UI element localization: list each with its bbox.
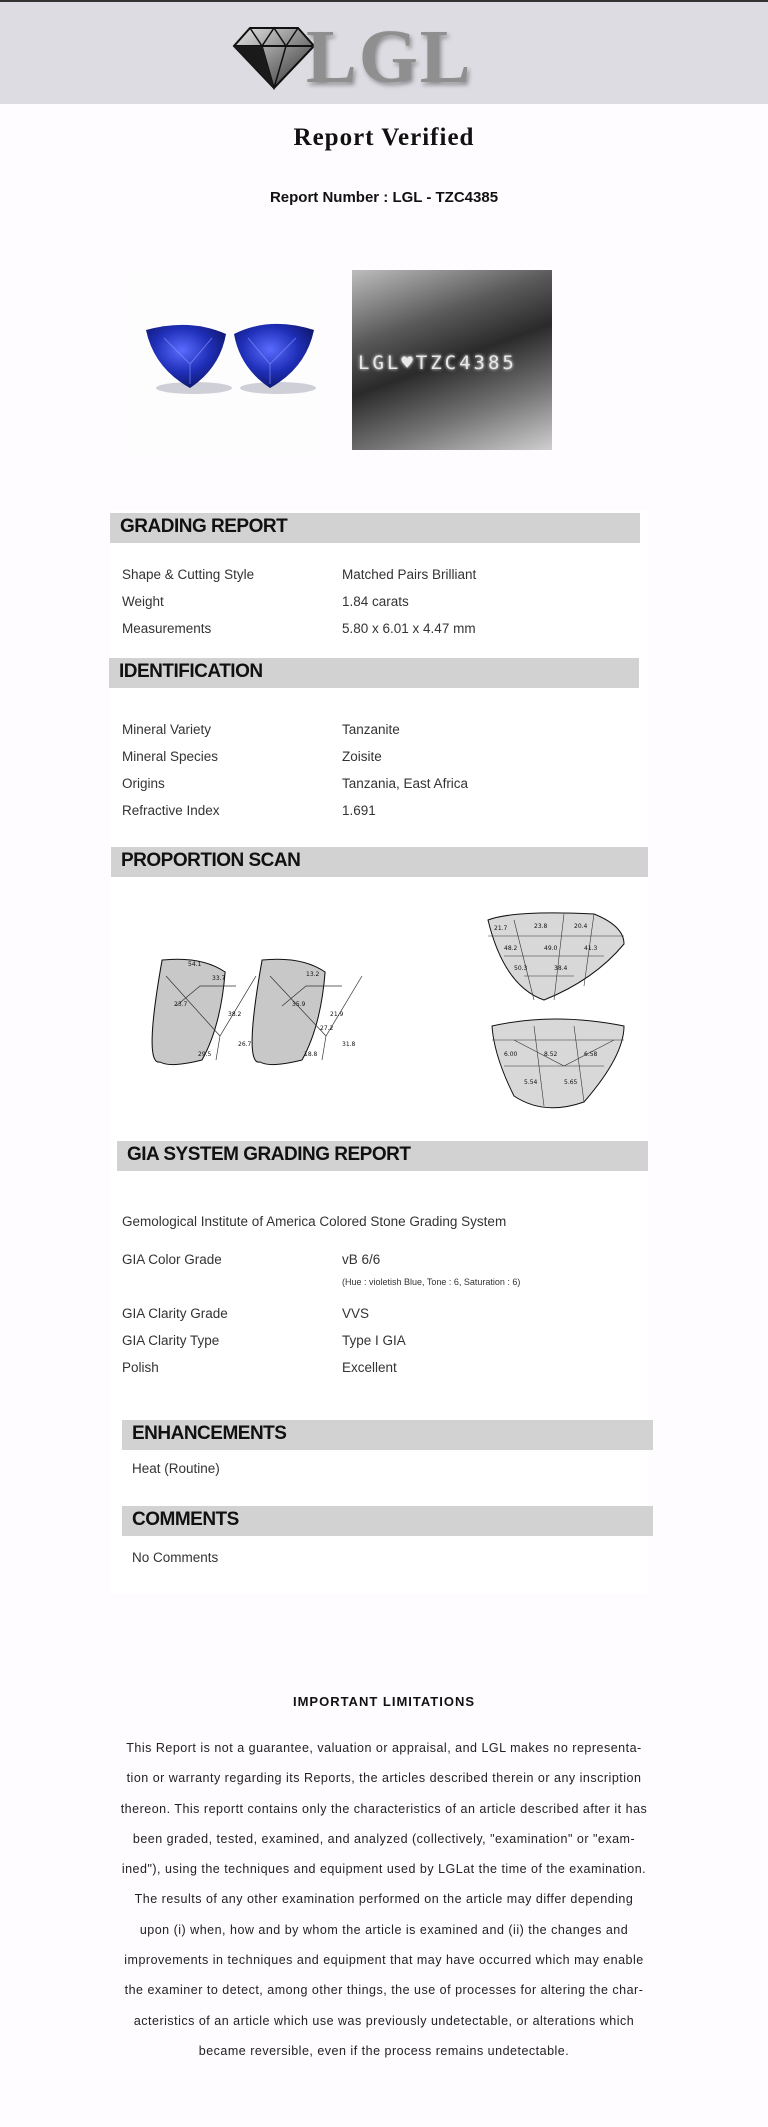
weight-value: 1.84 carats: [342, 594, 409, 609]
measurements-value: 5.80 x 6.01 x 4.47 mm: [342, 621, 476, 636]
gia-report-header: [117, 1141, 648, 1171]
lgl-logo[interactable]: [232, 14, 492, 98]
gia-clarity-grade-label: GIA Clarity Grade: [122, 1306, 228, 1321]
gia-report-heading: GIA SYSTEM GRADING REPORT: [127, 1144, 411, 1165]
svg-text:5.54: 5.54: [524, 1079, 538, 1086]
comments-heading: COMMENTS: [132, 1509, 239, 1530]
weight-label: Weight: [122, 594, 164, 609]
measurements-label: Measurements: [122, 621, 212, 636]
svg-text:18.8: 18.8: [304, 1051, 318, 1058]
svg-text:8.52: 8.52: [544, 1051, 558, 1058]
svg-text:48.2: 48.2: [504, 945, 518, 952]
enhancements-header: [122, 1420, 653, 1450]
svg-text:27.2: 27.2: [320, 1025, 334, 1032]
grading-report-header: [110, 513, 640, 543]
gia-clarity-type-label: GIA Clarity Type: [122, 1333, 220, 1348]
page-title: Report Verified: [293, 124, 475, 151]
svg-text:5.65: 5.65: [564, 1079, 578, 1086]
svg-text:23.8: 23.8: [534, 923, 548, 930]
comments-header: [122, 1506, 653, 1536]
proportion-top-view-diagram: [116, 906, 450, 1120]
identification-header: [109, 658, 639, 688]
enhancements-heading: ENHANCEMENTS: [132, 1423, 287, 1444]
proportion-scan-heading: PROPORTION SCAN: [121, 850, 301, 871]
svg-text:29.5: 29.5: [198, 1051, 212, 1058]
svg-text:31.8: 31.8: [342, 1041, 356, 1048]
laser-inscription-photo: [352, 270, 552, 450]
svg-text:13.2: 13.2: [306, 971, 320, 978]
svg-text:6.58: 6.58: [584, 1051, 598, 1058]
svg-text:50.3: 50.3: [514, 965, 528, 972]
polish-value: Excellent: [342, 1360, 397, 1375]
limitations-heading: IMPORTANT LIMITATIONS: [292, 1694, 476, 1709]
svg-text:6.00: 6.00: [504, 1051, 518, 1058]
proportion-scan-header: [111, 847, 648, 877]
inscription-text: LGL♥TZC4385: [358, 352, 517, 374]
svg-text:21.9: 21.9: [330, 1011, 344, 1018]
svg-text:26.7: 26.7: [238, 1041, 252, 1048]
svg-text:33.7: 33.7: [212, 975, 226, 982]
gia-subtitle: Gemological Institute of America Colored Stone Grading System: [122, 1214, 507, 1229]
gia-color-grade-label: GIA Color Grade: [122, 1252, 222, 1267]
diamond-icon: [232, 22, 316, 90]
svg-text:38.2: 38.2: [228, 1011, 242, 1018]
origins-label: Origins: [122, 776, 165, 791]
shape-label: Shape & Cutting Style: [122, 567, 255, 582]
svg-text:23.7: 23.7: [174, 1001, 188, 1008]
enhancements-text: Heat (Routine): [132, 1461, 220, 1476]
svg-text:21.7: 21.7: [494, 925, 508, 932]
header-banner: [0, 0, 768, 104]
gemstone-photo: [134, 268, 326, 460]
gia-clarity-grade-value: VVS: [342, 1306, 370, 1321]
svg-text:20.4: 20.4: [574, 923, 588, 930]
svg-text:54.1: 54.1: [188, 961, 202, 968]
mineral-species-label: Mineral Species: [122, 749, 219, 764]
gia-clarity-type-value: Type I GIA: [342, 1333, 406, 1348]
svg-text:49.0: 49.0: [544, 945, 558, 952]
proportion-side-view-diagram: [474, 906, 648, 1120]
gia-color-grade-value: vB 6/6: [342, 1252, 381, 1267]
svg-text:35.9: 35.9: [292, 1001, 306, 1008]
mineral-variety-label: Mineral Variety: [122, 722, 212, 737]
svg-text:41.3: 41.3: [584, 945, 598, 952]
logo-text: LGL: [306, 15, 473, 99]
origins-value: Tanzania, East Africa: [342, 776, 469, 791]
mineral-species-value: Zoisite: [342, 749, 382, 764]
comments-text: No Comments: [132, 1550, 219, 1565]
mineral-variety-value: Tanzanite: [342, 722, 400, 737]
limitations-text: This Report is not a guarantee, valuation or appraisal, and LGL makes no representa-tion or warranty regarding its Reports, the articles described therein or any inscription thereon. This reportt contains only the characteristics of an article described after it has been graded, tested, examined, and analyzed (collectively, "examination" or "exam-ined"), using the techniques and equipment used by LGLat the time of the examination. The results of any other examination performed on the article may differ depending upon (i) when, how and by whom the article is examined and (ii) the changes and improvements in techniques and equipment that may have occurred which may enable the examiner to detect, among other things, the use of processes for altering the char-acteristics of an article which use was previously undetectable, or alterations which became reversible, even if the process remains undetectable.: [120, 1741, 648, 2058]
polish-label: Polish: [122, 1360, 159, 1375]
report-number: Report Number : LGL - TZC4385: [269, 189, 499, 206]
svg-text:38.4: 38.4: [554, 965, 568, 972]
refractive-index-label: Refractive Index: [122, 803, 220, 818]
identification-heading: IDENTIFICATION: [119, 661, 263, 682]
shape-value: Matched Pairs Brilliant: [342, 567, 477, 582]
refractive-index-value: 1.691: [342, 803, 376, 818]
gia-color-note: (Hue : violetish Blue, Tone : 6, Saturation : 6): [342, 1277, 521, 1287]
grading-report-heading: GRADING REPORT: [120, 516, 288, 537]
